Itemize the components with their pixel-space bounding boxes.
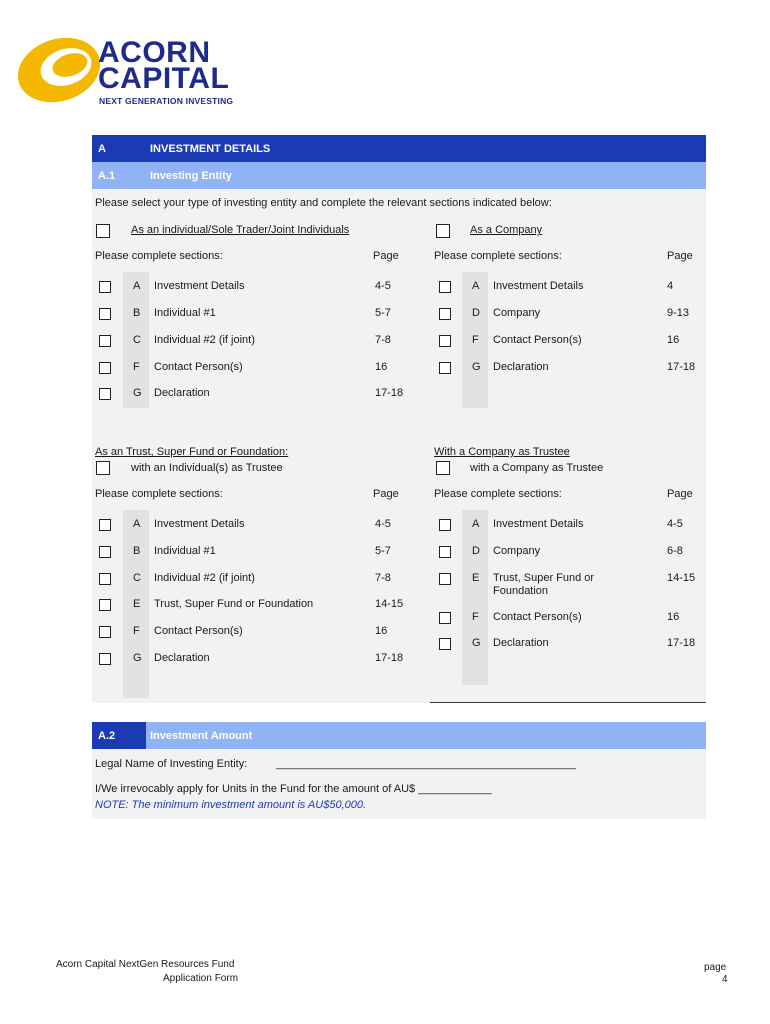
row-checkbox[interactable] [99,388,111,400]
row-page: 5-7 [375,545,391,557]
row-page: 17-18 [375,387,404,399]
row-label: Individual #1 [154,307,216,319]
row-label: Investment Details [154,280,245,292]
row-label: Individual #1 [154,545,216,557]
row-checkbox[interactable] [99,362,111,374]
row-letter: G [472,361,481,373]
row-letter: G [133,652,142,664]
row-page: 16 [375,625,388,637]
row-label: Investment Details [493,518,584,530]
legal-name-field[interactable]: _________________________________________________ [276,758,576,770]
row-letter: F [133,361,140,373]
row-checkbox[interactable] [439,546,451,558]
row-checkbox[interactable] [439,612,451,624]
row-letter: F [133,625,140,637]
company-option-label: As a Company [470,224,543,236]
row-checkbox[interactable] [99,599,111,611]
row-page: 17-18 [667,361,696,373]
row-checkbox[interactable] [439,573,451,585]
section-a2-header [92,722,706,749]
trust-option-checkbox[interactable] [96,461,110,475]
section-a1-header [92,162,706,189]
row-checkbox[interactable] [439,308,451,320]
acorn-logo-icon [14,34,104,106]
section-a2-number: A.2 [98,730,116,742]
row-letter: C [133,572,141,584]
row-page: 7-8 [375,334,391,346]
row-checkbox[interactable] [439,281,451,293]
row-letter: G [133,387,142,399]
row-page: 16 [375,361,388,373]
row-label: Investment Details [493,280,584,292]
logo-word-capital: CAPITAL [98,62,230,95]
row-checkbox[interactable] [439,519,451,531]
trust-option-label: As an Trust, Super Fund or Foundation: [95,446,289,458]
legal-name-label: Legal Name of Investing Entity: [95,758,248,770]
row-label: Trust, Super Fund or [493,572,595,584]
row-page: 17-18 [375,652,404,664]
row-page: 14-15 [375,598,404,610]
row-checkbox[interactable] [99,335,111,347]
trust-sections-label: Please complete sections: [95,488,223,500]
row-label: Company [493,545,541,557]
section-a-letter: A [98,143,106,155]
entity-instruction: Please select your type of investing entity and complete the relevant sections indicated below: [95,197,552,209]
row-checkbox[interactable] [439,362,451,374]
row-letter: A [472,518,480,530]
row-letter: D [472,307,480,319]
section-a1-title: Investing Entity [150,170,232,182]
trust-page-label: Page [373,488,399,500]
footer-page-word: page [704,962,727,973]
row-letter: D [472,545,480,557]
row-checkbox[interactable] [99,626,111,638]
row-letter: A [133,280,141,292]
row-page: 16 [667,334,680,346]
section-a1-number: A.1 [98,170,116,182]
logo-tagline: NEXT GENERATION INVESTING [99,96,234,106]
apply-amount-text[interactable]: I/We irrevocably apply for Units in the Fund for the amount of AU$ ____________ [95,783,492,795]
row-label: Declaration [154,387,210,399]
row-letter: F [472,611,479,623]
row-label: Individual #2 (if joint) [154,334,255,346]
footer-fund-name: Acorn Capital NextGen Resources Fund [56,959,235,970]
row-page: 5-7 [375,307,391,319]
row-checkbox[interactable] [439,335,451,347]
row-label: Contact Person(s) [493,611,582,623]
individual-option-checkbox[interactable] [96,224,110,238]
row-page: 4 [667,280,674,292]
row-letter: A [133,518,141,530]
company-trustee-sub-option: with a Company as Trustee [470,462,604,474]
row-letter: F [472,334,479,346]
section-a2-title: Investment Amount [150,730,253,742]
row-label: Declaration [493,637,549,649]
row-letter: E [472,572,480,584]
divider-line [430,702,706,703]
footer-form-name: Application Form [163,973,239,984]
row-label: Contact Person(s) [154,625,243,637]
row-letter: B [133,307,141,319]
section-a-title: INVESTMENT DETAILS [150,143,271,155]
row-label: Investment Details [154,518,245,530]
company-trustee-sections-label: Please complete sections: [434,488,562,500]
individual-sections-label: Please complete sections: [95,250,223,262]
row-label: Company [493,307,541,319]
minimum-investment-note: NOTE: The minimum investment amount is AU$50,000. [95,799,367,811]
row-checkbox[interactable] [99,546,111,558]
company-trustee-option-checkbox[interactable] [436,461,450,475]
row-checkbox[interactable] [99,519,111,531]
company-option-checkbox[interactable] [436,224,450,238]
row-checkbox[interactable] [99,308,111,320]
row-page: 16 [667,611,680,623]
company-sections-label: Please complete sections: [434,250,562,262]
row-letter: B [133,545,141,557]
individual-option-label: As an individual/Sole Trader/Joint Individuals [131,224,350,236]
row-page: 6-8 [667,545,683,557]
row-label-continued: Foundation [493,585,549,597]
row-label: Declaration [154,652,210,664]
row-page: 14-15 [667,572,696,584]
row-page: 7-8 [375,572,391,584]
row-checkbox[interactable] [99,281,111,293]
row-label: Trust, Super Fund or Foundation [154,598,314,610]
row-letter: A [472,280,480,292]
row-checkbox[interactable] [99,653,111,665]
row-checkbox[interactable] [439,638,451,650]
row-letter: E [133,598,141,610]
row-page: 4-5 [375,518,391,530]
row-checkbox[interactable] [99,573,111,585]
row-page: 4-5 [667,518,683,530]
row-label: Contact Person(s) [154,361,243,373]
section-a-header [92,135,706,162]
row-page: 4-5 [375,280,391,292]
row-label: Individual #2 (if joint) [154,572,255,584]
row-label: Declaration [493,361,549,373]
row-label: Contact Person(s) [493,334,582,346]
company-trustee-option-label: With a Company as Trustee [434,446,570,458]
row-page: 9-13 [667,307,690,319]
row-page: 17-18 [667,637,696,649]
individual-page-label: Page [373,250,399,262]
trust-sub-option: with an Individual(s) as Trustee [131,462,283,474]
logo-word-acorn: ACORN [98,36,211,69]
company-page-label: Page [667,250,693,262]
footer-page-number: 4 [722,974,728,985]
row-letter: C [133,334,141,346]
company-trustee-page-label: Page [667,488,693,500]
row-letter: G [472,637,481,649]
company-trustee-letter-column [462,510,488,685]
